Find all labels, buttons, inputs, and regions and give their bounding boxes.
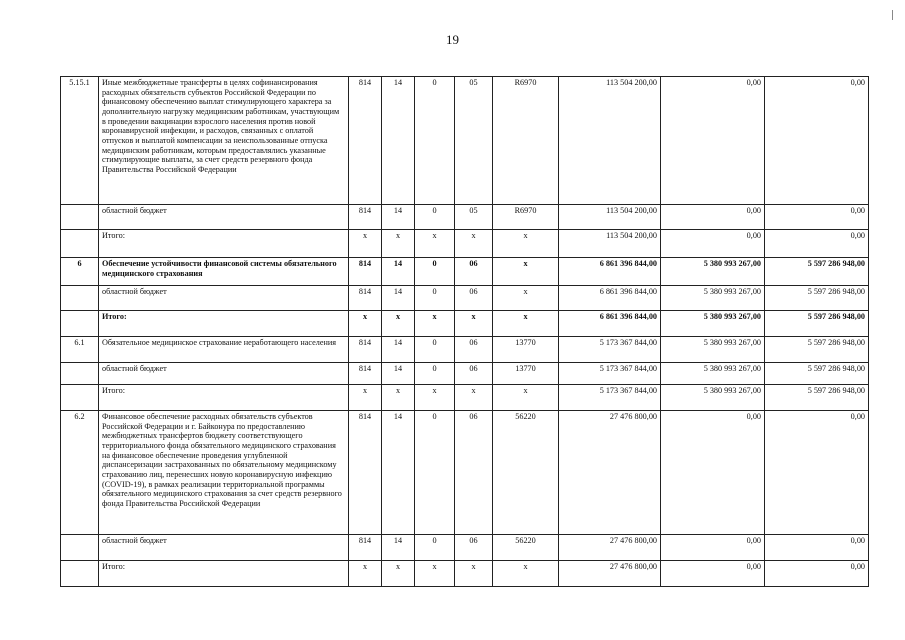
ministry-code-cell: x — [349, 561, 382, 587]
amount-year2-cell: 0,00 — [661, 535, 765, 561]
subsection-code-cell: 0 — [415, 363, 455, 385]
program-code-cell: 05 — [455, 205, 493, 230]
section-code-cell: x — [382, 561, 415, 587]
section-code-cell: 14 — [382, 205, 415, 230]
subsection-code-cell: x — [415, 311, 455, 337]
row-number-cell — [61, 535, 99, 561]
section-code-cell: 14 — [382, 411, 415, 535]
ministry-code-cell: x — [349, 311, 382, 337]
amount-year2-cell: 0,00 — [661, 230, 765, 258]
amount-year2-cell: 5 380 993 267,00 — [661, 286, 765, 311]
table-row — [61, 561, 869, 587]
table-row — [61, 258, 869, 286]
description-cell: Итого: — [99, 385, 349, 411]
amount-year1-cell: 6 861 396 844,00 — [559, 286, 661, 311]
amount-year2-cell: 5 380 993 267,00 — [661, 337, 765, 363]
amount-year1-cell: 5 173 367 844,00 — [559, 363, 661, 385]
target-article-cell: 13770 — [493, 363, 559, 385]
amount-year3-cell: 0,00 — [765, 561, 869, 587]
amount-year2-cell: 5 380 993 267,00 — [661, 363, 765, 385]
section-code-cell: x — [382, 230, 415, 258]
program-code-cell: 06 — [455, 363, 493, 385]
description-cell: Итого: — [99, 561, 349, 587]
target-article-cell: 56220 — [493, 411, 559, 535]
subsection-code-cell: 0 — [415, 205, 455, 230]
ministry-code-cell: 814 — [349, 535, 382, 561]
target-article-cell: x — [493, 230, 559, 258]
section-code-cell: x — [382, 385, 415, 411]
subsection-code-cell: 0 — [415, 411, 455, 535]
program-code-cell: 06 — [455, 535, 493, 561]
subsection-code-cell: 0 — [415, 77, 455, 205]
row-number-cell — [61, 385, 99, 411]
ministry-code-cell: x — [349, 385, 382, 411]
amount-year3-cell: 5 597 286 948,00 — [765, 258, 869, 286]
target-article-cell: x — [493, 311, 559, 337]
section-code-cell: 14 — [382, 258, 415, 286]
target-article-cell: 13770 — [493, 337, 559, 363]
subsection-code-cell: x — [415, 230, 455, 258]
row-number-cell — [61, 286, 99, 311]
amount-year1-cell: 27 476 800,00 — [559, 535, 661, 561]
amount-year3-cell: 0,00 — [765, 535, 869, 561]
amount-year3-cell: 0,00 — [765, 205, 869, 230]
amount-year1-cell: 113 504 200,00 — [559, 205, 661, 230]
amount-year3-cell: 0,00 — [765, 230, 869, 258]
row-number-cell: 6.1 — [61, 337, 99, 363]
ministry-code-cell: 814 — [349, 77, 382, 205]
section-code-cell: x — [382, 311, 415, 337]
table-row — [61, 286, 869, 311]
section-code-cell: 14 — [382, 337, 415, 363]
table-body — [61, 77, 869, 587]
table-row — [61, 311, 869, 337]
description-cell: областной бюджет — [99, 535, 349, 561]
subsection-code-cell: 0 — [415, 286, 455, 311]
program-code-cell: 06 — [455, 411, 493, 535]
target-article-cell: x — [493, 286, 559, 311]
description-cell: областной бюджет — [99, 363, 349, 385]
program-code-cell: 06 — [455, 258, 493, 286]
section-code-cell: 14 — [382, 363, 415, 385]
description-cell: Обеспечение устойчивости финансовой системы обязательного медицинского страхования — [99, 258, 349, 286]
amount-year3-cell: 0,00 — [765, 411, 869, 535]
amount-year2-cell: 0,00 — [661, 205, 765, 230]
program-code-cell: 06 — [455, 337, 493, 363]
row-number-cell: 6.2 — [61, 411, 99, 535]
row-number-cell: 5.15.1 — [61, 77, 99, 205]
description-cell: областной бюджет — [99, 286, 349, 311]
amount-year1-cell: 27 476 800,00 — [559, 561, 661, 587]
target-article-cell: R6970 — [493, 205, 559, 230]
ministry-code-cell: 814 — [349, 363, 382, 385]
amount-year1-cell: 113 504 200,00 — [559, 77, 661, 205]
row-number-cell — [61, 561, 99, 587]
table-row — [61, 77, 869, 205]
table-row — [61, 385, 869, 411]
section-code-cell: 14 — [382, 535, 415, 561]
description-cell: Обязательное медицинское страхование неработающего населения — [99, 337, 349, 363]
amount-year2-cell: 0,00 — [661, 561, 765, 587]
section-code-cell: 14 — [382, 77, 415, 205]
section-code-cell: 14 — [382, 286, 415, 311]
row-number-cell — [61, 205, 99, 230]
budget-table — [60, 76, 869, 587]
ministry-code-cell: 814 — [349, 337, 382, 363]
amount-year2-cell: 5 380 993 267,00 — [661, 311, 765, 337]
amount-year1-cell: 27 476 800,00 — [559, 411, 661, 535]
target-article-cell: R6970 — [493, 77, 559, 205]
amount-year3-cell: 5 597 286 948,00 — [765, 311, 869, 337]
row-number-cell: 6 — [61, 258, 99, 286]
amount-year1-cell: 5 173 367 844,00 — [559, 385, 661, 411]
amount-year2-cell: 5 380 993 267,00 — [661, 258, 765, 286]
amount-year2-cell: 5 380 993 267,00 — [661, 385, 765, 411]
amount-year2-cell: 0,00 — [661, 411, 765, 535]
target-article-cell: x — [493, 385, 559, 411]
page-number: 19 — [446, 32, 459, 47]
margin-mark — [892, 10, 893, 20]
program-code-cell: x — [455, 311, 493, 337]
description-cell: Итого: — [99, 311, 349, 337]
target-article-cell: x — [493, 258, 559, 286]
ministry-code-cell: 814 — [349, 286, 382, 311]
amount-year1-cell: 6 861 396 844,00 — [559, 258, 661, 286]
amount-year1-cell: 5 173 367 844,00 — [559, 337, 661, 363]
row-number-cell — [61, 230, 99, 258]
target-article-cell: 56220 — [493, 535, 559, 561]
target-article-cell: x — [493, 561, 559, 587]
program-code-cell: x — [455, 561, 493, 587]
table-row — [61, 205, 869, 230]
row-number-cell — [61, 311, 99, 337]
table-row — [61, 411, 869, 535]
table-row — [61, 337, 869, 363]
table-row — [61, 535, 869, 561]
subsection-code-cell: 0 — [415, 535, 455, 561]
subsection-code-cell: x — [415, 561, 455, 587]
amount-year3-cell: 5 597 286 948,00 — [765, 286, 869, 311]
amount-year1-cell: 113 504 200,00 — [559, 230, 661, 258]
amount-year2-cell: 0,00 — [661, 77, 765, 205]
program-code-cell: x — [455, 230, 493, 258]
ministry-code-cell: 814 — [349, 205, 382, 230]
row-number-cell — [61, 363, 99, 385]
ministry-code-cell: x — [349, 230, 382, 258]
ministry-code-cell: 814 — [349, 258, 382, 286]
amount-year3-cell: 5 597 286 948,00 — [765, 337, 869, 363]
description-cell: областной бюджет — [99, 205, 349, 230]
ministry-code-cell: 814 — [349, 411, 382, 535]
subsection-code-cell: 0 — [415, 258, 455, 286]
amount-year3-cell: 0,00 — [765, 77, 869, 205]
table-row — [61, 230, 869, 258]
subsection-code-cell: x — [415, 385, 455, 411]
subsection-code-cell: 0 — [415, 337, 455, 363]
amount-year1-cell: 6 861 396 844,00 — [559, 311, 661, 337]
description-cell: Иные межбюджетные трансферты в целях софинансирования расходных обязательств субъектов Российской Федерации по финансовому обеспечению выплат стимулирующего характера за дополнительную нагрузку медицинским работникам, участвующим в проведении вакцинации взрослого населения против новой коронавирусной инфекции, и расходов, связанных с оплатой отпусков и выплатой компенсации за неиспользованные отпуска медицинским работникам, которым предоставлялись указанные стимулирующие выплаты, за счет средств резервного фонда Правительства Российской Федерации — [99, 77, 349, 205]
description-cell: Финансовое обеспечение расходных обязательств субъектов Российской Федерации и г. Байконура по предоставлению межбюджетных трансфертов бюджету соответствующего территориального фонда обязательного медицинского страхования на финансовое обеспечение проведения углубленной диспансеризации застрахованных по обязательному медицинскому страхованию лиц, перенесших новую коронавирусную инфекцию (COVID-19), в рамках реализации территориальной программы обязательного медицинского страхования за счет средств резервного фонда Правительства Российской Федерации — [99, 411, 349, 535]
amount-year3-cell: 5 597 286 948,00 — [765, 385, 869, 411]
program-code-cell: 05 — [455, 77, 493, 205]
description-cell: Итого: — [99, 230, 349, 258]
program-code-cell: 06 — [455, 286, 493, 311]
table-row — [61, 363, 869, 385]
program-code-cell: x — [455, 385, 493, 411]
amount-year3-cell: 5 597 286 948,00 — [765, 363, 869, 385]
